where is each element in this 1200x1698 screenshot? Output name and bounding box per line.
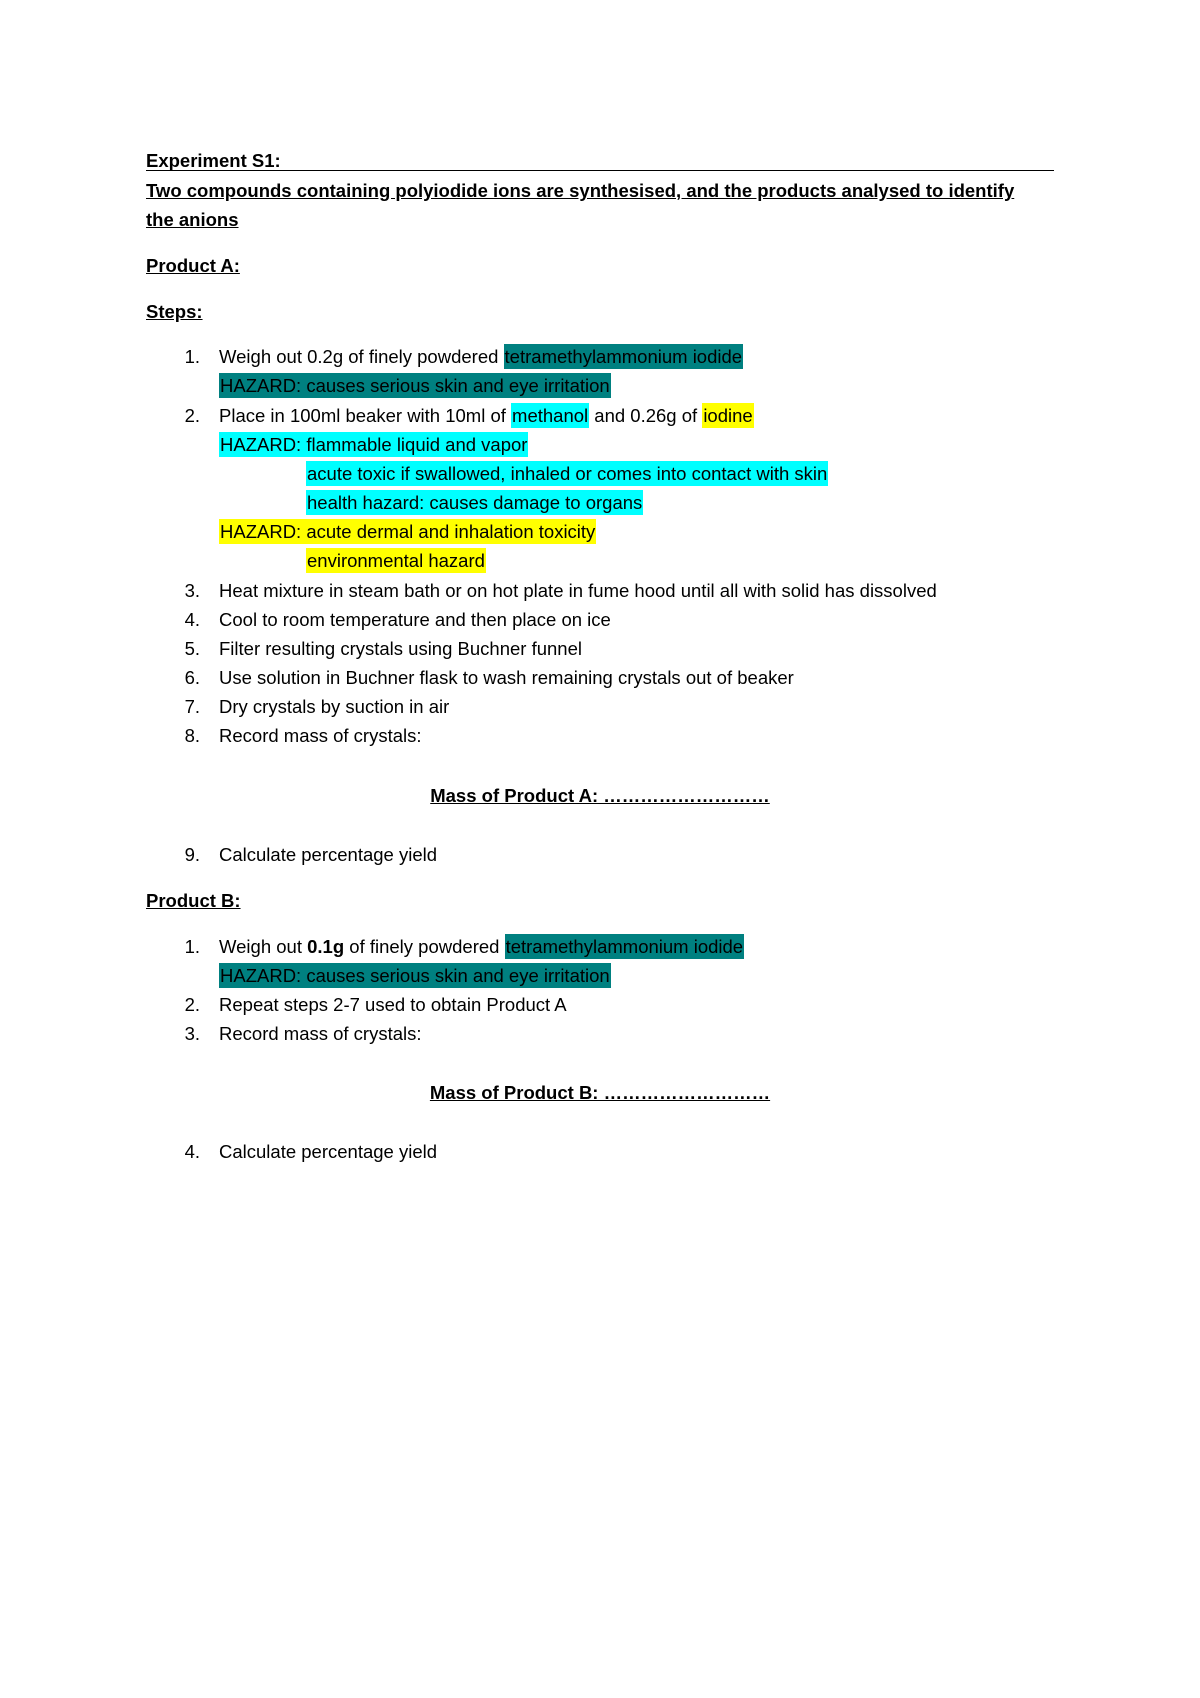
hazard-text: health hazard: causes damage to organs: [307, 492, 643, 513]
experiment-title: Experiment S1:: [146, 150, 281, 171]
step-text: of finely powdered: [344, 936, 505, 957]
hazard-text: environmental hazard: [307, 550, 485, 571]
step-b4: Calculate percentage yield: [219, 1141, 438, 1162]
hazard-text: HAZARD: flammable liquid and vapor: [220, 434, 528, 455]
step-number: 4.: [184, 609, 200, 630]
hazard-text: HAZARD: causes serious skin and eye irritation: [220, 965, 610, 986]
chemical-tetramethylammonium-iodide: tetramethylammonium iodide: [504, 346, 743, 367]
step-a2: [219, 405, 754, 427]
step-a6: Use solution in Buchner flask to wash remaining crystals out of beaker: [219, 667, 794, 688]
hazard-line: [219, 375, 611, 397]
chemical-iodine: iodine: [703, 405, 753, 426]
step-number: 6.: [184, 667, 200, 688]
step-b2: Repeat steps 2-7 used to obtain Product A: [219, 994, 567, 1015]
mass-product-a-line: Mass of Product A: ………………………: [430, 785, 770, 806]
chemical-methanol: methanol: [512, 405, 589, 426]
experiment-subtitle-line1: Two compounds containing polyiodide ions are synthesised, and the products analysed to identify: [146, 180, 1015, 201]
product-a-heading: Product A:: [146, 255, 240, 276]
amount-text: 0.1g: [307, 936, 345, 957]
hazard-line: [306, 463, 828, 485]
step-number: 4.: [184, 1141, 200, 1162]
hazard-line: [219, 434, 528, 456]
title-underline: [146, 170, 1054, 171]
step-number: 5.: [184, 638, 200, 659]
step-a3: Heat mixture in steam bath or on hot plate in fume hood until all with solid has dissolved: [219, 580, 937, 601]
hazard-text: HAZARD: causes serious skin and eye irritation: [220, 375, 610, 396]
step-text: and 0.26g of: [589, 405, 703, 426]
step-number: 8.: [184, 725, 200, 746]
hazard-line: [219, 965, 611, 987]
step-number: 9.: [184, 844, 200, 865]
step-b1: [219, 936, 744, 958]
step-a9: Calculate percentage yield: [219, 844, 438, 865]
step-number: 7.: [184, 696, 200, 717]
hazard-line: [219, 521, 596, 543]
hazard-text: acute toxic if swallowed, inhaled or comes into contact with skin: [307, 463, 828, 484]
step-a1: [219, 346, 743, 368]
step-number: 3.: [184, 1023, 200, 1044]
step-text: Weigh out 0.2g of finely powdered: [219, 346, 504, 367]
step-a8: Record mass of crystals:: [219, 725, 422, 746]
mass-product-b-line: Mass of Product B: ………………………: [429, 1082, 771, 1103]
step-number: 1.: [184, 936, 200, 957]
step-a4: Cool to room temperature and then place on ice: [219, 609, 611, 630]
step-a7: Dry crystals by suction in air: [219, 696, 450, 717]
step-text: Place in 100ml beaker with 10ml of: [219, 405, 512, 426]
step-number: 1.: [184, 346, 200, 367]
step-number: 2.: [184, 994, 200, 1015]
step-number: 2.: [184, 405, 200, 426]
chemical-tetramethylammonium-iodide: tetramethylammonium iodide: [505, 936, 744, 957]
step-number: 3.: [184, 580, 200, 601]
step-a5: Filter resulting crystals using Buchner funnel: [219, 638, 582, 659]
hazard-line: [306, 550, 486, 572]
hazard-line: [306, 492, 643, 514]
steps-heading: Steps:: [146, 301, 203, 322]
experiment-subtitle-line2: the anions: [146, 209, 239, 230]
step-b3: Record mass of crystals:: [219, 1023, 422, 1044]
hazard-text: HAZARD: acute dermal and inhalation toxicity: [220, 521, 596, 542]
product-b-heading: Product B:: [146, 890, 241, 911]
step-text: Weigh out: [219, 936, 308, 957]
